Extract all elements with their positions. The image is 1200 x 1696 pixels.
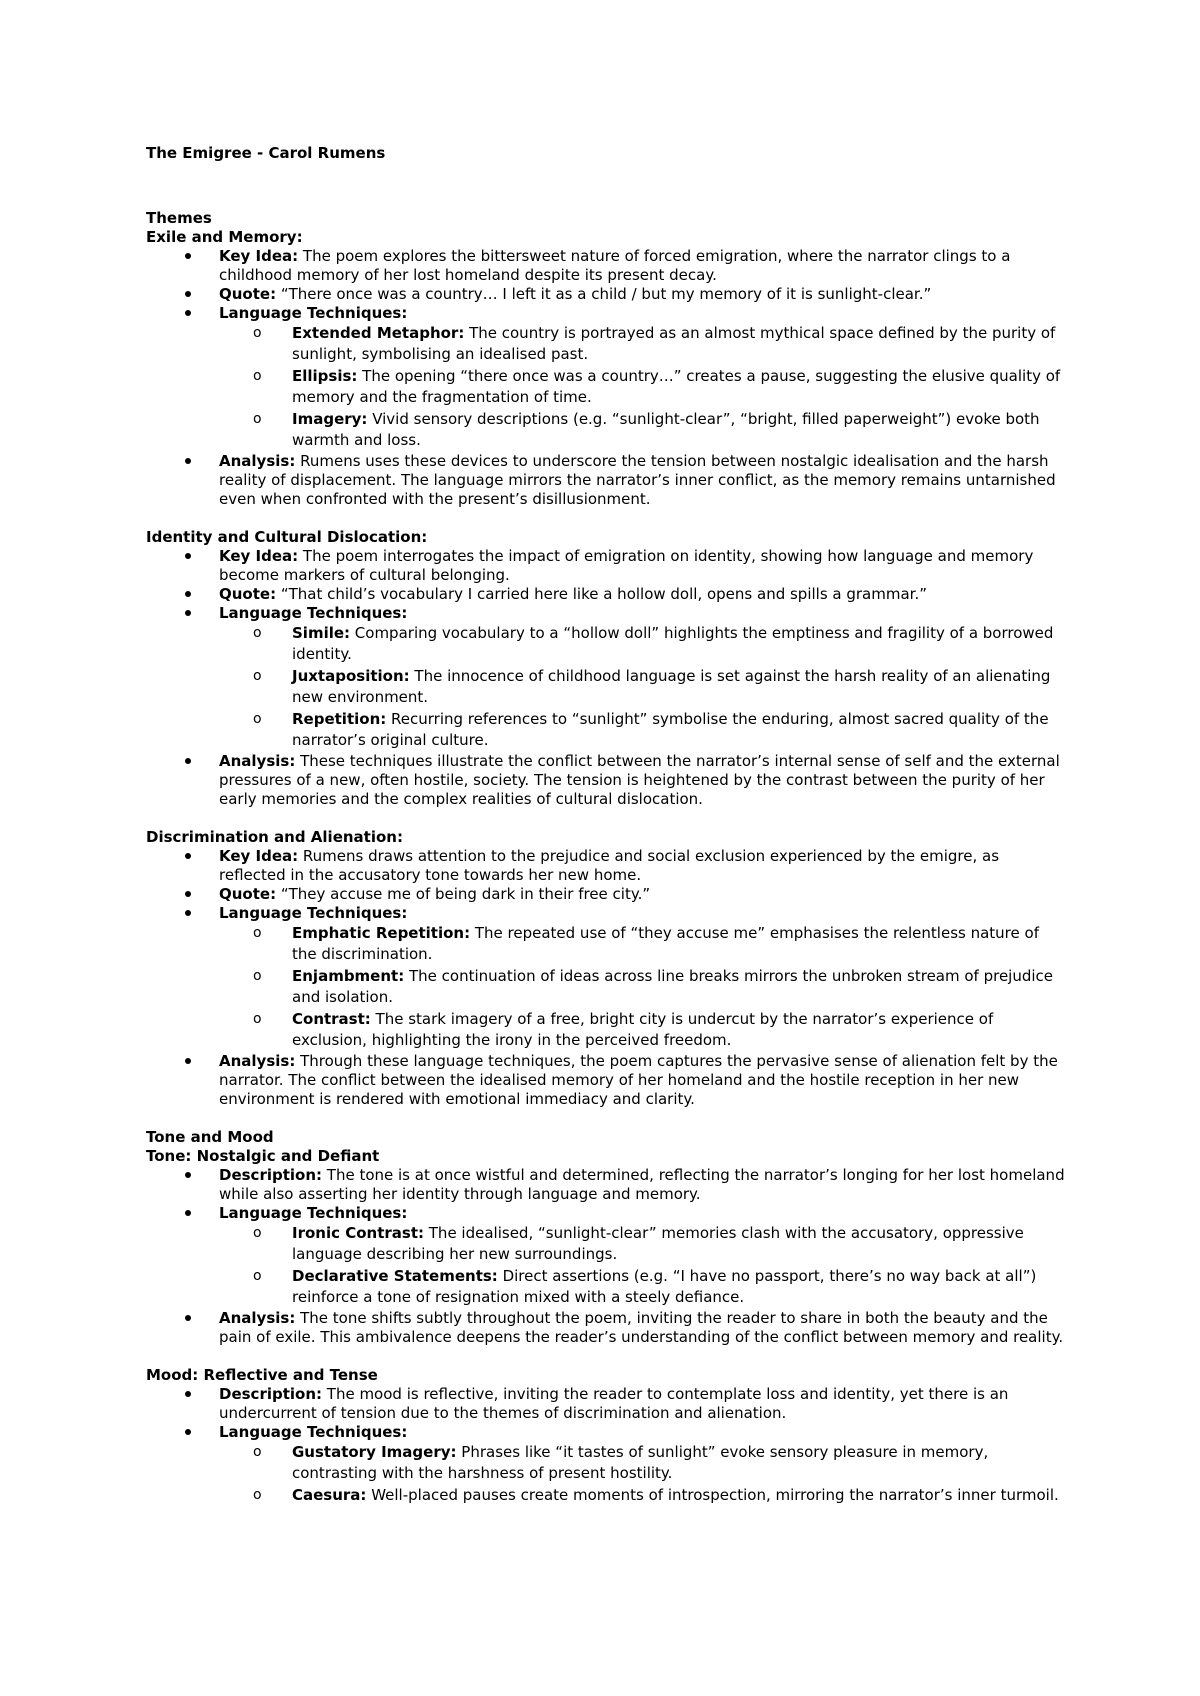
sub-bullet-text: Vivid sensory descriptions (e.g. “sunlight-clear”, “bright, filled paperweight”) evoke both warmth and loss.: [292, 410, 1040, 449]
sub-bullet-item: [219, 623, 1066, 664]
sub-bullet-label: Gustatory Imagery:: [292, 1443, 457, 1461]
bullet-list: [146, 1166, 1066, 1347]
bullet-item: [146, 1052, 1066, 1109]
bullet-item: [146, 752, 1066, 809]
sub-bullet-text: The country is portrayed as an almost mythical space defined by the purity of sunlight, symbolising an idealised past.: [292, 324, 1056, 363]
sub-bullet-text: The repeated use of “they accuse me” emphasises the relentless nature of the discrimination.: [292, 924, 1039, 963]
bullet-item: [146, 285, 1066, 304]
bullet-label: Language Techniques:: [219, 604, 408, 622]
sub-bullet-item: [219, 966, 1066, 1007]
bullet-item: [146, 547, 1066, 585]
sub-bullet-label: Caesura:: [292, 1486, 367, 1504]
sub-bullet-item: [219, 323, 1066, 364]
section-heading: Mood: Reflective and Tense: [146, 1366, 378, 1384]
bullet-text: The tone shifts subtly throughout the poem, inviting the reader to share in both the beauty and the pain of exile. This ambivalence deepens the reader’s understanding of the conflict between memory and reality.: [219, 1309, 1064, 1346]
bullet-text: Through these language techniques, the poem captures the pervasive sense of alienation felt by the narrator. The conflict between the idealised memory of her homeland and the hostile reception in her new environment is rendered with emotional immediacy and clarity.: [219, 1052, 1058, 1108]
section: [146, 228, 1066, 509]
sub-bullet-text: The stark imagery of a free, bright city is undercut by the narrator’s experience of exclusion, highlighting the irony in the perceived freedom.: [292, 1010, 994, 1049]
bullet-label: Quote:: [219, 285, 277, 303]
sub-bullet-text: The idealised, “sunlight-clear” memories clash with the accusatory, oppressive language describing her new surroundings.: [292, 1224, 1024, 1263]
bullet-text: These techniques illustrate the conflict between the narrator’s internal sense of self and the external pressures of a new, often hostile, society. The tension is heightened by the contrast between the purity of her early memories and the complex realities of cultural dislocation.: [219, 752, 1060, 808]
section: [146, 1128, 1066, 1347]
bullet-label: Analysis:: [219, 1052, 296, 1070]
bullet-item: [146, 304, 1066, 450]
sub-bullet-item: [219, 1266, 1066, 1307]
bullet-label: Analysis:: [219, 752, 296, 770]
sub-bullet-item: [219, 923, 1066, 964]
section-heading: Discrimination and Alienation:: [146, 828, 403, 846]
bullet-item: [146, 1423, 1066, 1506]
bullet-text: Rumens draws attention to the prejudice and social exclusion experienced by the emigre, as reflected in the accusatory tone towards her new home.: [219, 847, 1000, 884]
sub-bullet-label: Declarative Statements:: [292, 1267, 498, 1285]
bullet-item: [146, 452, 1066, 509]
sub-bullet-item: [219, 1009, 1066, 1050]
themes-heading: Themes: [146, 209, 212, 227]
bullet-list: [146, 547, 1066, 809]
bullet-label: Key Idea:: [219, 847, 299, 865]
bullet-item: [146, 1166, 1066, 1204]
bullet-text: Rumens uses these devices to underscore the tension between nostalgic idealisation and the harsh reality of displacement. The language mirrors the narrator’s inner conflict, as the memory remains untarnished even when confronted with the present’s disillusionment.: [219, 452, 1056, 508]
sub-bullet-label: Ironic Contrast:: [292, 1224, 424, 1242]
sub-bullet-text: The continuation of ideas across line breaks mirrors the unbroken stream of prejudice and isolation.: [292, 967, 1054, 1006]
sub-bullet-item: [219, 1223, 1066, 1264]
sub-bullet-label: Ellipsis:: [292, 367, 358, 385]
bullet-item: [146, 604, 1066, 750]
bullet-item: [146, 885, 1066, 904]
sub-bullet-label: Repetition:: [292, 710, 387, 728]
bullet-item: [146, 847, 1066, 885]
bullet-label: Analysis:: [219, 452, 296, 470]
bullet-label: Description:: [219, 1385, 323, 1403]
bullet-label: Quote:: [219, 885, 277, 903]
sub-bullet-list: [219, 323, 1066, 450]
sub-bullet-text: Comparing vocabulary to a “hollow doll” highlights the emptiness and fragility of a borrowed identity.: [292, 624, 1054, 663]
sub-bullet-item: [219, 409, 1066, 450]
sub-bullet-text: The opening “there once was a country…” creates a pause, suggesting the elusive quality of memory and the fragmentation of time.: [292, 367, 1061, 406]
sub-bullet-item: [219, 666, 1066, 707]
sub-bullet-label: Imagery:: [292, 410, 368, 428]
bullet-text: “There once was a country… I left it as a child / but my memory of it is sunlight-clear.”: [276, 285, 932, 303]
sub-bullet-label: Contrast:: [292, 1010, 371, 1028]
sub-bullet-label: Extended Metaphor:: [292, 324, 465, 342]
bullet-label: Language Techniques:: [219, 304, 408, 322]
sub-bullet-item: [219, 1485, 1066, 1506]
section-heading: Tone: Nostalgic and Defiant: [146, 1147, 380, 1165]
sub-bullet-item: [219, 1442, 1066, 1483]
bullet-item: [146, 247, 1066, 285]
sub-bullet-label: Simile:: [292, 624, 351, 642]
sub-bullet-list: [219, 923, 1066, 1050]
bullet-text: The mood is reflective, inviting the reader to contemplate loss and identity, yet there is an undercurrent of tension due to the themes of discrimination and alienation.: [219, 1385, 1009, 1422]
sub-bullet-text: Recurring references to “sunlight” symbolise the enduring, almost sacred quality of the narrator’s original culture.: [292, 710, 1049, 749]
sub-bullet-list: [219, 1442, 1066, 1506]
sub-bullet-label: Emphatic Repetition:: [292, 924, 471, 942]
bullet-label: Language Techniques:: [219, 1423, 408, 1441]
bullet-label: Language Techniques:: [219, 904, 408, 922]
document-content: [146, 144, 1066, 1508]
bullet-label: Key Idea:: [219, 247, 299, 265]
bullet-text: The poem interrogates the impact of emigration on identity, showing how language and memory become markers of cultural belonging.: [219, 547, 1034, 584]
sub-bullet-item: [219, 709, 1066, 750]
bullet-text: “That child’s vocabulary I carried here like a hollow doll, opens and spills a grammar.”: [276, 585, 927, 603]
sub-bullet-text: Direct assertions (e.g. “I have no passport, there’s no way back at all”) reinforce a tone of resignation mixed with a steely defiance.: [292, 1267, 1037, 1306]
document-title: The Emigree - Carol Rumens: [146, 144, 386, 162]
bullet-item: [146, 1385, 1066, 1423]
bullet-label: Quote:: [219, 585, 277, 603]
bullet-label: Key Idea:: [219, 547, 299, 565]
bullet-label: Language Techniques:: [219, 1204, 408, 1222]
bullet-item: [146, 1204, 1066, 1307]
bullet-list: [146, 847, 1066, 1109]
sub-bullet-label: Enjambment:: [292, 967, 405, 985]
section: [146, 528, 1066, 809]
sections-container: [146, 228, 1066, 1506]
section: [146, 828, 1066, 1109]
section-heading: Exile and Memory:: [146, 228, 303, 246]
bullet-label: Analysis:: [219, 1309, 296, 1327]
bullet-list: [146, 1385, 1066, 1506]
bullet-text: “They accuse me of being dark in their free city.”: [276, 885, 651, 903]
section-heading: Identity and Cultural Dislocation:: [146, 528, 428, 546]
bullet-list: [146, 247, 1066, 509]
sub-bullet-item: [219, 366, 1066, 407]
bullet-text: The poem explores the bittersweet nature of forced emigration, where the narrator clings to a childhood memory of her lost homeland despite its present decay.: [219, 247, 1011, 284]
bullet-item: [146, 1309, 1066, 1347]
bullet-text: The tone is at once wistful and determined, reflecting the narrator’s longing for her lost homeland while also asserting her identity through language and memory.: [219, 1166, 1065, 1203]
bullet-item: [146, 585, 1066, 604]
sub-bullet-label: Juxtaposition:: [292, 667, 410, 685]
sub-bullet-text: The innocence of childhood language is set against the harsh reality of an alienating new environment.: [292, 667, 1051, 706]
bullet-item: [146, 904, 1066, 1050]
section-group-heading: Tone and Mood: [146, 1128, 274, 1146]
sub-bullet-text: Phrases like “it tastes of sunlight” evoke sensory pleasure in memory, contrasting with the harshness of present hostility.: [292, 1443, 989, 1482]
sub-bullet-list: [219, 1223, 1066, 1307]
sub-bullet-text: Well-placed pauses create moments of introspection, mirroring the narrator’s inner turmoil.: [366, 1486, 1059, 1504]
sub-bullet-list: [219, 623, 1066, 750]
bullet-label: Description:: [219, 1166, 323, 1184]
section: [146, 1366, 1066, 1506]
